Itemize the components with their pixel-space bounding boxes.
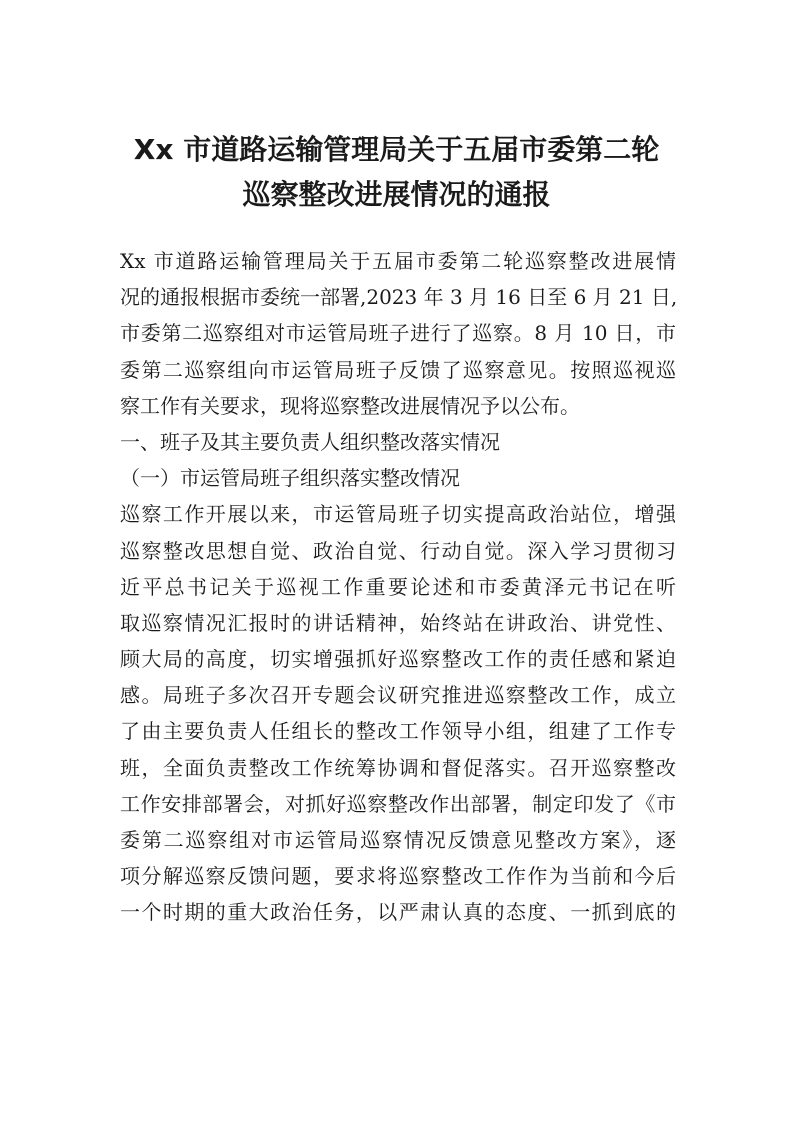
body-line: 巡察工作开展以来，市运管局班子切实提高政治站位，增强: [120, 502, 676, 527]
body-line: 了由主要负责人任组长的整改工作领导小组，组建了工作专: [120, 719, 676, 744]
body-line: 巡察整改思想自觉、政治自觉、行动自觉。深入学习贯彻习: [120, 538, 676, 563]
body-line: 取巡察情况汇报时的讲话精神，始终站在讲政治、讲党性、: [120, 610, 676, 635]
document-title-line-1: Xx 市道路运输管理局关于五届市委第二轮: [133, 133, 660, 166]
body-line: 一个时期的重大政治任务，以严肃认真的态度、一抓到底的: [120, 900, 676, 925]
intro-line: 市委第二巡察组对市运管局班子进行了巡察。8 月 10 日，市: [120, 321, 676, 346]
intro-line: 委第二巡察组向市运管局班子反馈了巡察意见。按照巡视巡: [120, 357, 676, 382]
document-title-line-2: 巡察整改进展情况的通报: [242, 178, 551, 211]
body-line: 委第二巡察组对市运管局巡察情况反馈意见整改方案》，逐: [120, 828, 676, 852]
body-line: 感。局班子多次召开专题会议研究推进巡察整改工作，成立: [120, 683, 676, 708]
document-body: [120, 243, 676, 931]
body-line: 近平总书记关于巡视工作重要论述和市委黄泽元书记在听: [120, 574, 676, 599]
body-line: 班，全面负责整改工作统筹协调和督促落实。召开巡察整改: [120, 755, 676, 780]
subsection-heading: （一）市运管局班子组织落实整改情况: [120, 466, 460, 491]
intro-line: 察工作有关要求，现将巡察整改进展情况予以公布。: [120, 393, 580, 418]
section-heading: 一、班子及其主要负责人组织整改落实情况: [120, 429, 500, 454]
body-line: 工作安排部署会，对抓好巡察整改作出部署，制定印发了《市: [120, 791, 676, 816]
intro-line: Xx 市道路运输管理局关于五届市委第二轮巡察整改进展情: [120, 249, 676, 273]
body-line: 项分解巡察反馈问题，要求将巡察整改工作作为当前和今后: [120, 864, 676, 889]
body-line: 顾大局的高度，切实增强抓好巡察整改工作的责任感和紧迫: [120, 647, 676, 672]
intro-line: 况的通报根据市委统一部署,2023 年 3 月 16 日至 6 月 21 日,: [120, 285, 678, 310]
